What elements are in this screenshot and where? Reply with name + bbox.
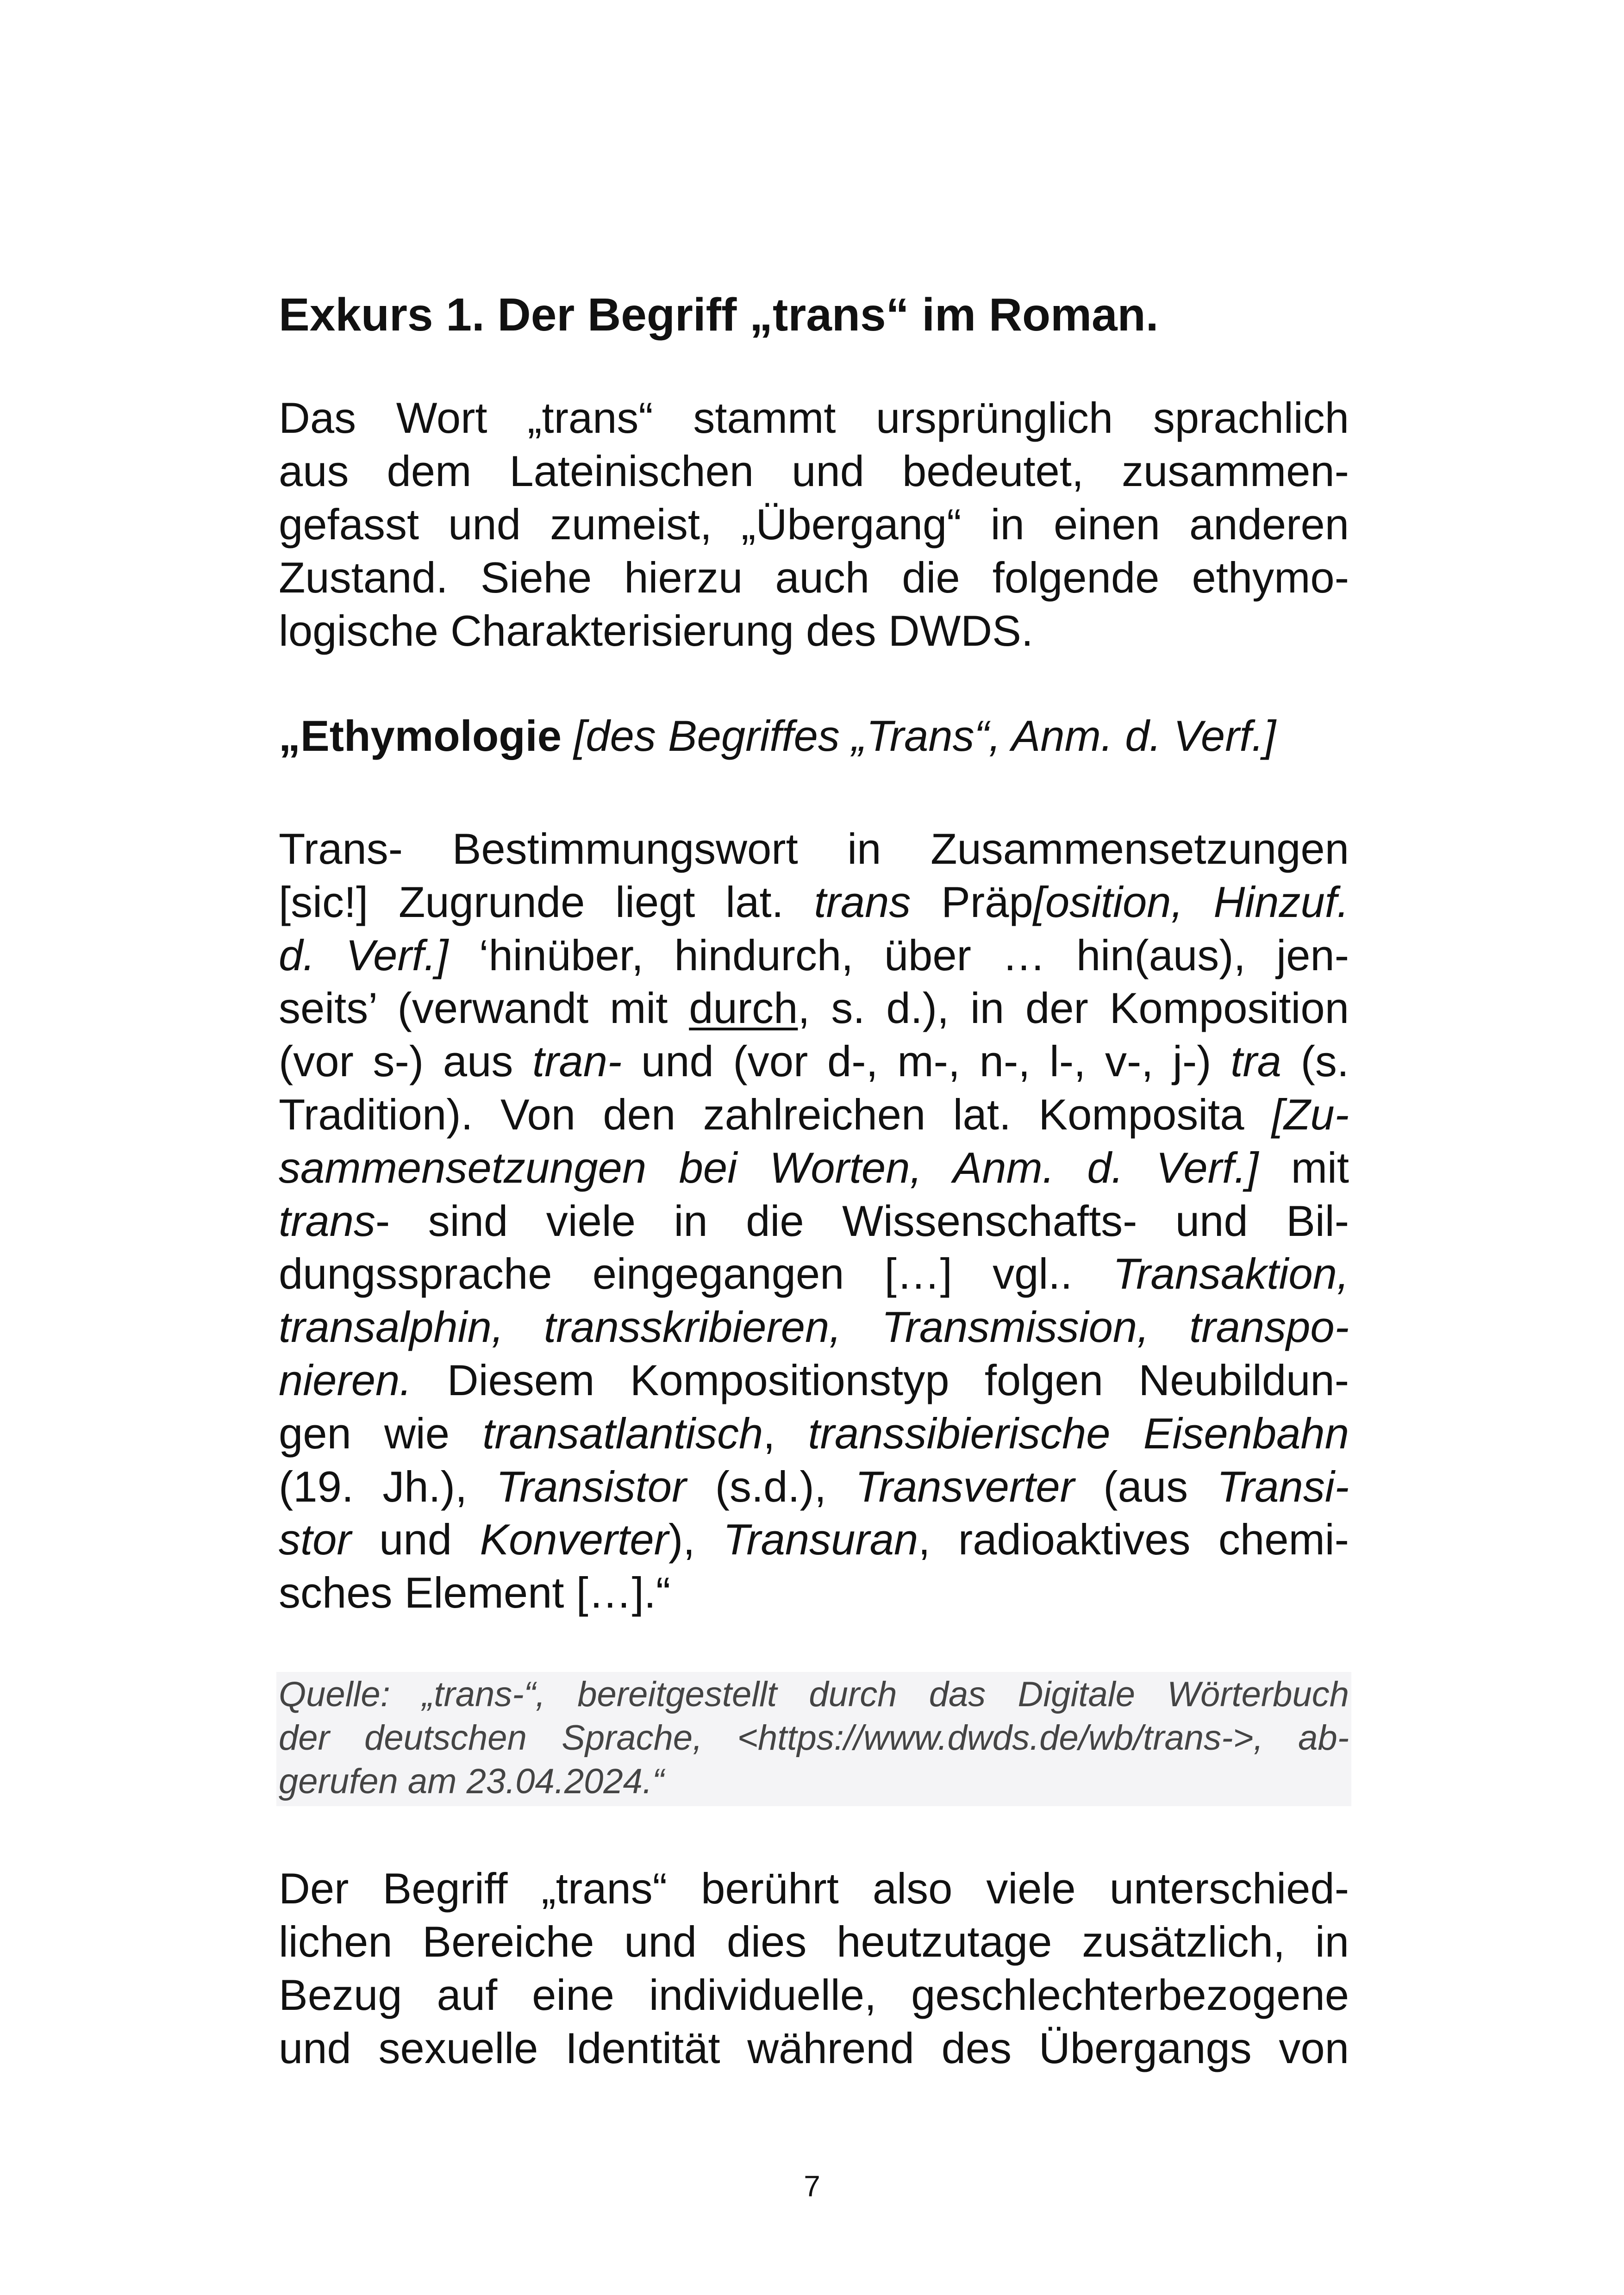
- section-heading: [279, 282, 1349, 347]
- paragraph-line: logische Charakterisierung des DWDS.: [279, 606, 1033, 655]
- quote-line: sches Element […].“: [279, 1568, 671, 1617]
- quote-line: (19. Jh.), Transistor (s.d.), Transverter (aus Transi-: [279, 1462, 1349, 1511]
- dictionary-quote: [279, 823, 1349, 1620]
- quote-line: sammensetzungen bei Worten, Anm. d. Verf.] mit: [279, 1143, 1349, 1192]
- paragraph-line: Das Wort „trans“ stammt ursprünglich sprachlich: [279, 393, 1349, 442]
- quote-line: seits’ (verwandt mit durch, s. d.), in der Komposition: [279, 984, 1349, 1033]
- heading-text: Exkurs 1. Der Begriff „trans“ im Roman.: [279, 289, 1159, 341]
- paragraph-line: lichen Bereiche und dies heutzutage zusätzlich, in: [279, 1917, 1349, 1966]
- quote-title-note: [des Begriffes „Trans“, Anm. d. Verf.]: [574, 711, 1276, 760]
- quote-line: dungssprache eingegangen […] vgl.. Transaktion,: [279, 1249, 1349, 1298]
- paragraph-line: Zustand. Siehe hierzu auch die folgende ethymo-: [279, 553, 1349, 602]
- quote-line: Trans- Bestimmungswort in Zusammensetzungen: [279, 824, 1349, 873]
- paragraph-line: gefasst und zumeist, „Übergang“ in einen anderen: [279, 500, 1349, 549]
- quote-line: [sic!] Zugrunde liegt lat. trans Präp[osition, Hinzuf.: [279, 877, 1349, 926]
- intro-paragraph: [279, 391, 1349, 657]
- durch-link[interactable]: durch: [689, 984, 798, 1033]
- paragraph-line: Der Begriff „trans“ berührt also viele unterschied-: [279, 1864, 1349, 1913]
- closing-paragraph: [279, 1862, 1349, 2075]
- paragraph-line: und sexuelle Identität während des Übergangs von: [279, 2024, 1349, 2072]
- quote-line: trans- sind viele in die Wissenschafts- und Bil-: [279, 1196, 1349, 1245]
- source-line: der deutschen Sprache, <https://www.dwds.de/wb/trans->, ab-: [279, 1718, 1349, 1758]
- paragraph-line: Bezug auf eine individuelle, geschlechterbezogene: [279, 1971, 1349, 2019]
- source-line: gerufen am 23.04.2024.“: [279, 1762, 664, 1801]
- quote-line: Tradition). Von den zahlreichen lat. Komposita [Zu-: [279, 1090, 1349, 1139]
- quote-line: nieren. Diesem Kompositionstyp folgen Neubildun-: [279, 1355, 1349, 1404]
- quote-line: d. Verf.] ‘hinüber, hindurch, über … hin(aus), jen-: [279, 930, 1349, 979]
- quote-line: stor und Konverter), Transuran, radioaktives chemi-: [279, 1515, 1349, 1564]
- quote-line: transalphin, transskribieren, Transmission, transpo-: [279, 1303, 1349, 1352]
- page-number: 7: [804, 2170, 820, 2203]
- quote-line: gen wie transatlantisch, transsibierische Eisenbahn: [279, 1409, 1349, 1458]
- source-line: Quelle: „trans-“, bereitgestellt durch das Digitale Wörterbuch: [279, 1675, 1349, 1714]
- paragraph-line: aus dem Lateinischen und bedeutet, zusammen-: [279, 447, 1349, 495]
- quote-title-bold: „Ethymologie: [279, 711, 562, 760]
- quote-title: [279, 708, 1349, 764]
- source-citation-box: [276, 1672, 1351, 1806]
- quote-line: (vor s-) aus tran- und (vor d-, m-, n-, l-, v-, j-) tra (s.: [279, 1037, 1349, 1086]
